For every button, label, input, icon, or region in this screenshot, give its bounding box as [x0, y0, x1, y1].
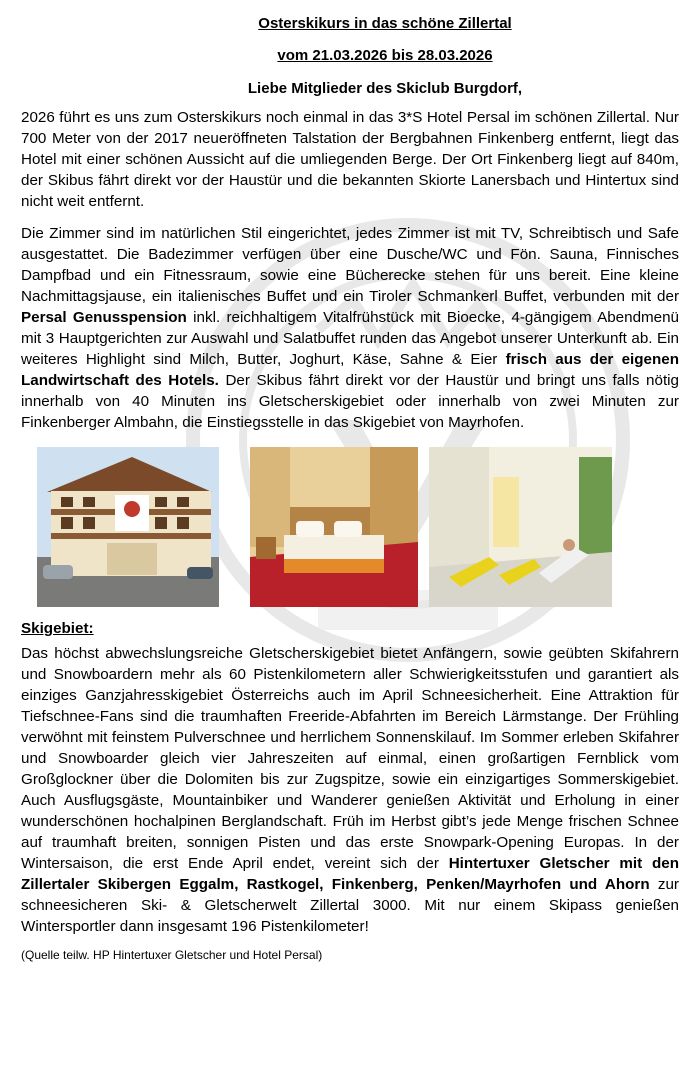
paragraph-text: Die Zimmer sind im natürlichen Stil eingerichtet, jedes Zimmer ist mit TV, Schreibtisch und Safe ausgestattet. Die Badezimmer verfügen über eine Dusche/WC und Fön. Sauna, Finnisches Dampfbad und ein Fitnessraum, sowie eine Bücherecke stehen für uns bereit. Eine kleine Nachmittagsjause, ein italienisches Buffet und ein Tiroler Schmankerl Buffet, verbunden mit der	[21, 225, 679, 305]
paragraph-hotel-details	[21, 223, 679, 433]
section-title-skigebiet: Skigebiet:	[21, 620, 94, 637]
paragraph-text: Der Skibus fährt direkt vor der Haustür und bringt uns falls nötig innerhalb von 40 Minuten ins Gletscherskigebiet oder innerhalb von zwei Minuten zur Finkenberger Almbahn, die Einstiegsstelle in das Skigebiet von Mayrhofen.	[21, 372, 679, 431]
bold-text: Hintertuxer Gletscher mit den Zillertaler Skibergen Eggalm, Rastkogel, Finkenberg, Penken/Mayrhofen und Ahorn	[21, 855, 679, 893]
photo-row	[21, 447, 679, 617]
spa-photo	[429, 447, 612, 607]
hotel-room-photo	[250, 447, 418, 607]
paragraph-hotel-intro: 2026 führt es uns zum Osterskikurs noch einmal in das 3*S Hotel Persal im schönen Zillertal. Nur 700 Meter von der 2017 neueröffneten Talstation der Bergbahnen Finkenberg entfernt, liegt das Hotel mit einer schönen Aussicht auf die umliegenden Berge. Der Ort Finkenberg liegt auf 840m, der Skibus fährt direkt vor der Haustür und die bekannten Skiorte Lanersbach und Hintertux sind nicht weit entfernt.	[21, 109, 679, 210]
greeting: Liebe Mitglieder des Skiclub Burgdorf,	[247, 80, 523, 97]
bold-text: frisch aus der eigenen Landwirtschaft des Hotels.	[21, 351, 679, 389]
paragraph-text: zur schneesicheren Ski- & Gletscherwelt Zillertal 3000. Mit nur einem Skipass genießen Wintersportler dann insgesamt 196 Pistenkilometer!	[21, 876, 679, 935]
paragraph-text: Das höchst abwechslungsreiche Gletscherskigebiet bietet Anfängern, sowie geübten Skifahrern und Snowboardern mehr als 60 Pistenkilometern aller Schwierigkeitsstufen und garantiert als einziges Ganzjahresskigebiet Österreichs auch im April Schneesicherheit. Eine Attraktion für Tiefschnee-Fans sind die traumhaften Freeride-Abfahrten im Bereich Lärmstange. Der Frühling verwöhnt mit feinstem Pulverschnee und herrlichem Sonnenskilauf. Im Sommer erleben Skifahrer und Snowboarder gleich vier Jahreszeiten auf einmal, einen großartigen Fernblick vom Großglockner über die Dolomiten bis zur Zugspitze, sowie ein einzigartiges Sommerskigebiet. Auch Ausflugsgäste, Mountainbiker und Wanderer genießen Aktivität und Erholung in einer wunderschönen hochalpinen Berglandschaft. Früh im Herbst gibt’s jede Menge frischen Schnee auf traumhaft breiten, sonnigen Pisten und das erste Snowpark-Opening Europas. In der Wintersaison, die erst Ende April endet, vereint sich der	[21, 645, 679, 872]
title-line-2: vom 21.03.2026 bis 28.03.2026	[277, 47, 493, 64]
bold-text: Persal Genusspension	[21, 309, 187, 326]
paragraph-text: inkl. reichhaltigem Vitalfrühstück mit Bioecke, 4-gängigem Abendmenü mit 3 Hauptgerichten zur Auswahl und Salatbuffet runden das Angebot unserer Unterkunft ab. Ein weiteres Highlight sind Milch, Butter, Joghurt, Käse, Sahne & Eier	[21, 309, 680, 368]
paragraph-ski-area	[21, 643, 679, 937]
source-note: (Quelle teilw. HP Hintertuxer Gletscher und Hotel Persal)	[21, 948, 323, 962]
document-content	[21, 14, 679, 963]
title-line-1: Osterskikurs in das schöne Zillertal	[258, 15, 512, 32]
hotel-exterior-photo	[37, 447, 219, 607]
